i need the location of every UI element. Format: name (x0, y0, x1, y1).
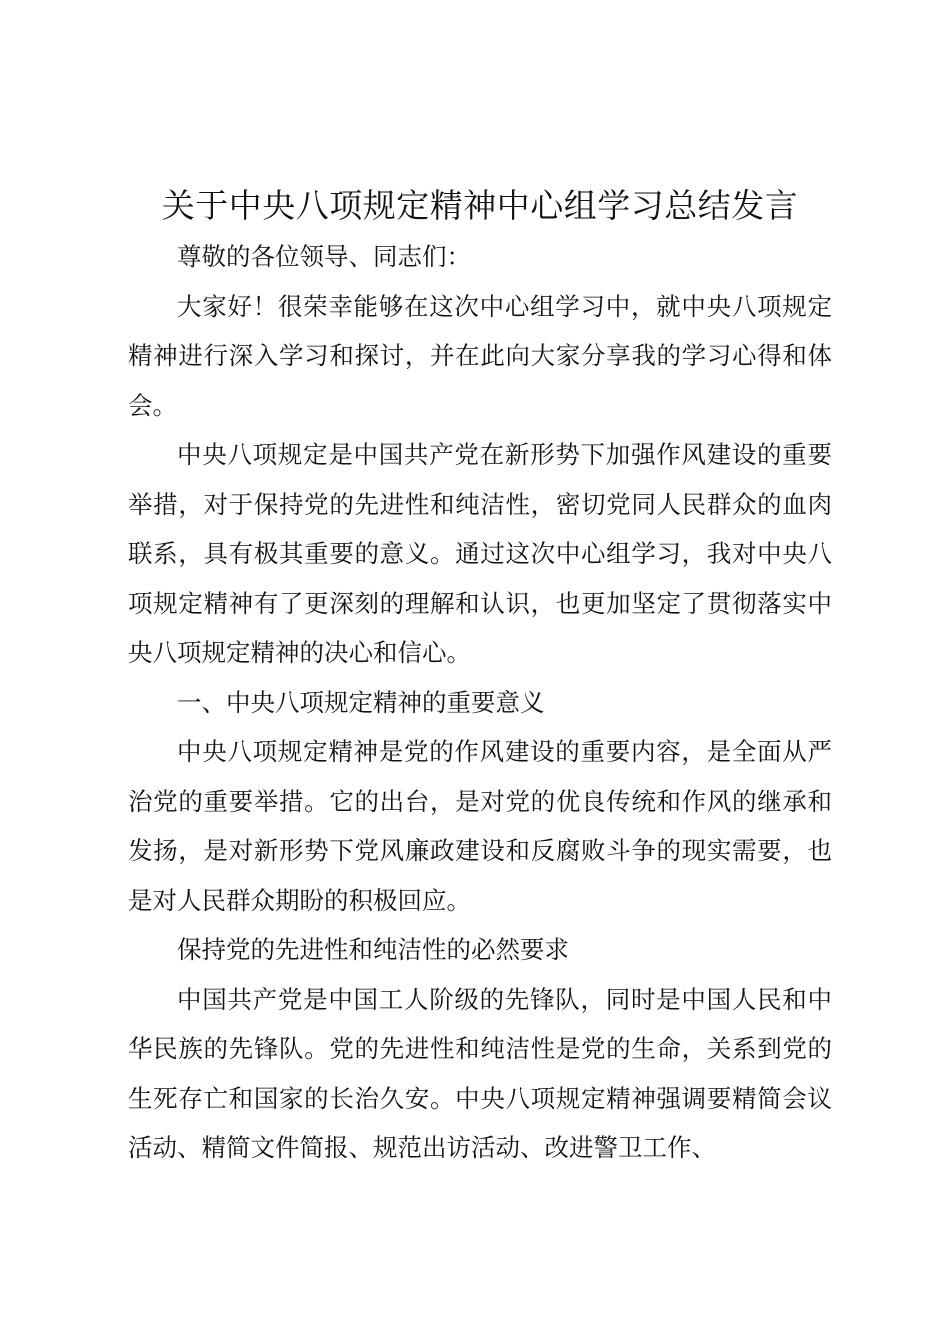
salutation: 尊敬的各位领导、同志们： (177, 242, 471, 271)
section-paragraph: 中央八项规定精神是党的作风建设的重要内容，是全面从严治党的重要举措。它的出台，是对党的优良传统和作风的继承和发扬，是对新形势下党风廉政建设和反腐败斗争的现实需要，也是对人民群众期盼的积极回应。 (128, 737, 832, 915)
subsection-heading: 保持党的先进性和纯洁性的必然要求 (177, 935, 569, 964)
intro-paragraph: 中央八项规定是中国共产党在新形势下加强作风建设的重要举措，对于保持党的先进性和纯洁性，密切党同人民群众的血肉联系，具有极其重要的意义。通过这次中心组学习，我对中央八项规定精神有了更深刻的理解和认识，也更加坚定了贯彻落实中央八项规定精神的决心和信心。 (128, 440, 832, 667)
section-heading: 一、中央八项规定精神的重要意义 (177, 687, 545, 717)
subsection-paragraph: 中国共产党是中国工人阶级的先锋队，同时是中国人民和中华民族的先锋队。党的先进性和纯洁性是党的生命，关系到党的生死存亡和国家的长治久安。中央八项规定精神强调要精简会议活动、精简文件简报、规范出访活动、改进警卫工作、 (128, 984, 832, 1162)
document-title: 关于中央八项规定精神中心组学习总结发言 (161, 186, 799, 225)
opening-paragraph: 大家好！很荣幸能够在这次中心组学习中，就中央八项规定精神进行深入学习和探讨，并在此向大家分享我的学习心得和体会。 (128, 291, 832, 420)
document-body (128, 180, 832, 1173)
